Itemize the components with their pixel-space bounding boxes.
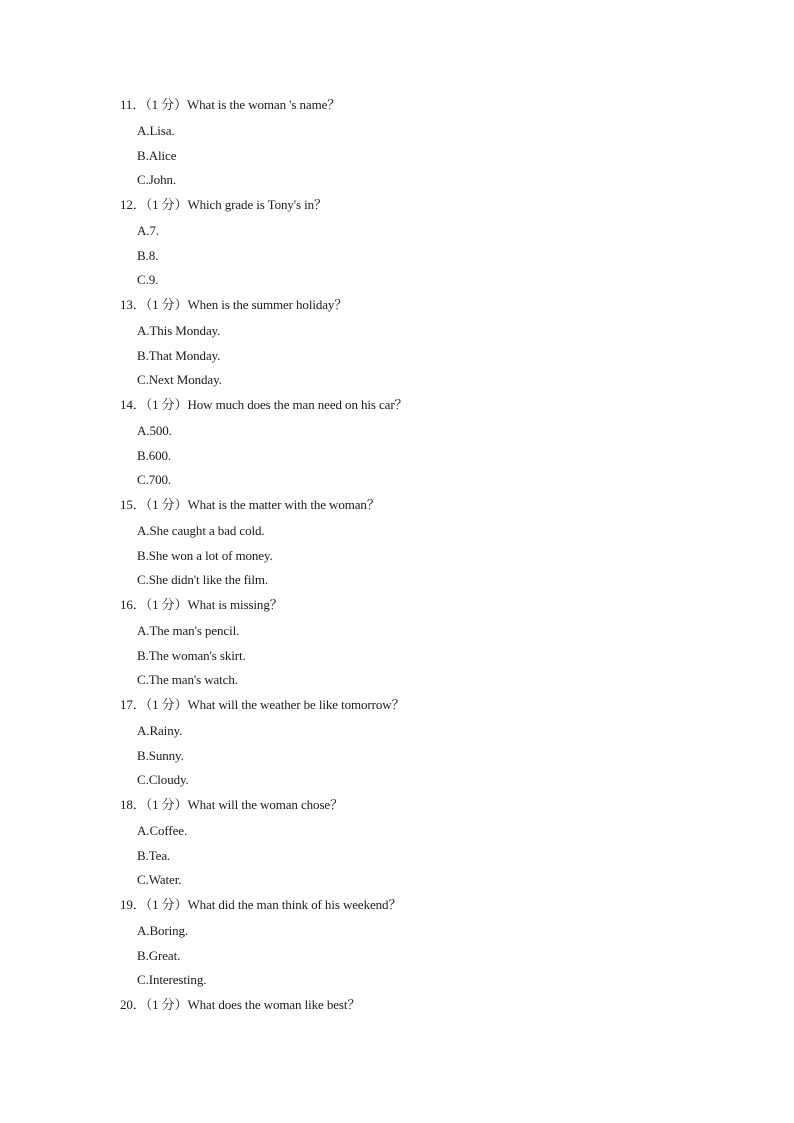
answer-option: C.9. — [137, 272, 159, 287]
answer-option: A.This Monday. — [137, 323, 221, 338]
question-text: What is the woman 's name？ — [186, 97, 341, 112]
question-number: 17．（1 分） — [120, 697, 188, 712]
answer-option: A.500. — [137, 423, 172, 438]
answer-option: C.The man's watch. — [137, 672, 238, 687]
answer-option: A.Lisa. — [137, 123, 175, 138]
answer-option: B.She won a lot of money. — [137, 547, 273, 563]
question-text: What will the woman chose？ — [187, 797, 343, 812]
question-17 — [120, 697, 404, 713]
question-13 — [120, 297, 347, 313]
question-19 — [120, 897, 401, 913]
answer-option: B.Sunny. — [137, 747, 184, 763]
answer-option: A.She caught a bad cold. — [137, 523, 265, 538]
question-text: What is the matter with the woman？ — [187, 497, 380, 512]
answer-option: A.Boring. — [137, 923, 189, 938]
question-20 — [120, 997, 360, 1013]
question-text: When is the summer holiday？ — [187, 297, 348, 312]
question-number: 18．（1 分） — [120, 797, 188, 812]
answer-option: A.7. — [137, 223, 159, 238]
answer-option: C.Next Monday. — [137, 372, 222, 387]
question-text: What does the woman like best？ — [187, 997, 361, 1012]
question-number: 11．（1 分） — [120, 97, 187, 112]
question-number: 19．（1 分） — [120, 897, 188, 912]
question-15 — [120, 497, 380, 513]
question-number: 20．（1 分） — [120, 997, 188, 1012]
question-number: 13．（1 分） — [120, 297, 188, 312]
answer-option: B.Tea. — [137, 847, 171, 863]
answer-option: C.Cloudy. — [137, 772, 189, 787]
answer-option: B.Great. — [137, 947, 181, 963]
question-number: 16．（1 分） — [120, 597, 188, 612]
answer-option: C.Interesting. — [137, 972, 207, 987]
question-text: What is missing？ — [187, 597, 283, 612]
question-text: What will the weather be like tomorrow？ — [187, 697, 405, 712]
answer-option: B.8. — [137, 247, 159, 263]
answer-option: B.600. — [137, 447, 172, 463]
answer-option: A.Rainy. — [137, 723, 183, 738]
question-11 — [120, 97, 340, 113]
answer-option: A.The man's pencil. — [137, 623, 240, 638]
answer-option: B.That Monday. — [137, 347, 221, 363]
question-18 — [120, 797, 343, 813]
question-number: 14．（1 分） — [120, 397, 188, 412]
answer-option: B.The woman's skirt. — [137, 647, 246, 663]
answer-option: C.Water. — [137, 872, 182, 887]
question-12 — [120, 197, 327, 213]
question-16 — [120, 597, 283, 613]
question-14 — [120, 397, 408, 413]
question-text: What did the man think of his weekend？ — [187, 897, 402, 912]
question-number: 12．（1 分） — [120, 197, 188, 212]
answer-option: C.700. — [137, 472, 172, 487]
answer-option: B.Alice — [137, 147, 177, 163]
question-text: How much does the man need on his car？ — [187, 397, 408, 412]
question-number: 15．（1 分） — [120, 497, 188, 512]
question-text: Which grade is Tony's in？ — [187, 197, 327, 212]
answer-option: C.John. — [137, 172, 177, 187]
answer-option: C.She didn't like the film. — [137, 572, 269, 587]
answer-option: A.Coffee. — [137, 823, 188, 838]
